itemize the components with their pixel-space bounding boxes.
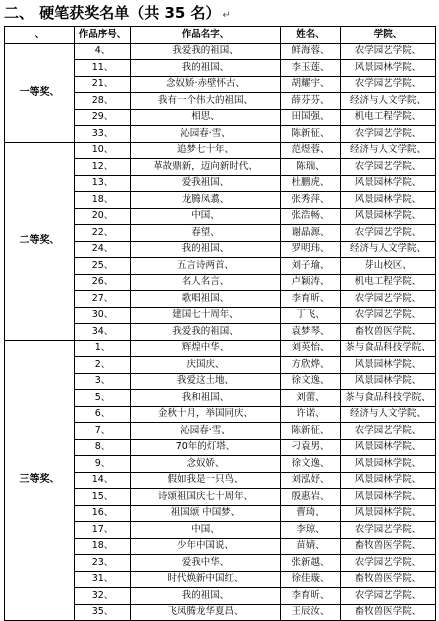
cell-college: 风景园林学院、 (341, 439, 436, 456)
cell-number: 34、 (75, 324, 131, 341)
cell-name: 李玉莲、 (281, 60, 341, 77)
cell-name: 范煜蓉、 (281, 142, 341, 159)
cell-work-title: 春望、 (131, 225, 281, 242)
cell-college: 风景园林学院、 (341, 192, 436, 209)
cell-name: 徐佳璇、 (281, 571, 341, 588)
cell-college: 风景园林学院、 (341, 505, 436, 522)
cell-name: 罗明玮、 (281, 241, 341, 258)
cell-number: 11、 (75, 60, 131, 77)
prize-level: 三等奖、 (5, 340, 75, 621)
cell-college: 畜牧兽医学院、 (341, 324, 436, 341)
table-header-row (5, 27, 436, 44)
page-title (4, 2, 231, 24)
cell-work-title: 少年中国说、 (131, 538, 281, 555)
cell-number: 14、 (75, 472, 131, 489)
cell-number: 22、 (75, 225, 131, 242)
cell-college: 芽山校区、 (341, 258, 436, 275)
cell-number: 8、 (75, 439, 131, 456)
cell-work-title: 我爱这土地、 (131, 373, 281, 390)
cell-college: 机电工程学院、 (341, 274, 436, 291)
cell-name: 刘泓妤、 (281, 472, 341, 489)
table-row (5, 43, 436, 60)
cell-number: 13、 (75, 175, 131, 192)
cell-college: 农学园艺学院、 (341, 225, 436, 242)
cell-name: 殷惠岩、 (281, 489, 341, 506)
cell-work-title: 沁园春·雪、 (131, 423, 281, 440)
cell-work-title: 革故鼎新，迈向新时代、 (131, 159, 281, 176)
cell-college: 农学园艺学院、 (341, 43, 436, 60)
cell-name: 张新越、 (281, 555, 341, 572)
award-table (4, 26, 436, 621)
cell-name: 薛芬芬、 (281, 93, 341, 110)
cell-name: 王辰汝、 (281, 604, 341, 621)
cell-name: 丁飞、 (281, 307, 341, 324)
cell-number: 27、 (75, 291, 131, 308)
cell-work-title: 名人名言、 (131, 274, 281, 291)
cell-work-title: 爱我祖国、 (131, 175, 281, 192)
cell-name: 张秀萍、 (281, 192, 341, 209)
cell-number: 3、 (75, 373, 131, 390)
cell-number: 30、 (75, 307, 131, 324)
cell-name: 方欣烨、 (281, 357, 341, 374)
cell-number: 26、 (75, 274, 131, 291)
return-mark: ↵ (222, 10, 231, 21)
cell-college: 风景园林学院、 (341, 489, 436, 506)
cell-number: 29、 (75, 109, 131, 126)
cell-college: 农学园艺学院、 (341, 307, 436, 324)
cell-college: 经济与人文学院、 (341, 406, 436, 423)
cell-name: 徐文逸、 (281, 456, 341, 473)
cell-work-title: 五言诗两首、 (131, 258, 281, 275)
cell-work-title: 相思、 (131, 109, 281, 126)
header-work-title: 作品名字、 (131, 27, 281, 44)
award-table-body (5, 43, 436, 621)
cell-college: 茶与食品科技学院、 (341, 340, 436, 357)
cell-college: 茶与食品科技学院、 (341, 390, 436, 407)
cell-work-title: 追梦七十年、 (131, 142, 281, 159)
cell-work-title: 飞凤腾龙华夏昌、 (131, 604, 281, 621)
prize-level: 一等奖、 (5, 43, 75, 142)
cell-name: 刁袁男、 (281, 439, 341, 456)
cell-name: 张浩畅、 (281, 208, 341, 225)
cell-name: 陈新征、 (281, 126, 341, 143)
table-row (5, 340, 436, 357)
cell-work-title: 我的祖国、 (131, 60, 281, 77)
table-row (5, 142, 436, 159)
cell-college: 农学园艺学院、 (341, 159, 436, 176)
cell-number: 33、 (75, 126, 131, 143)
cell-name: 许诺、 (281, 406, 341, 423)
cell-work-title: 龙腾凤翥、 (131, 192, 281, 209)
cell-name: 鲜海蓉、 (281, 43, 341, 60)
cell-number: 32、 (75, 588, 131, 605)
cell-work-title: 中国、 (131, 208, 281, 225)
cell-work-title: 我有一个伟大的祖国、 (131, 93, 281, 110)
cell-college: 经济与人文学院、 (341, 93, 436, 110)
cell-number: 21、 (75, 76, 131, 93)
cell-name: 陈瑞、 (281, 159, 341, 176)
cell-work-title: 辉煌中华、 (131, 340, 281, 357)
cell-number: 15、 (75, 489, 131, 506)
cell-work-title: 假如我是一只鸟、 (131, 472, 281, 489)
page-title-text: 二、 硬笔获奖名单（共 35 名） (4, 4, 221, 22)
cell-number: 18、 (75, 538, 131, 555)
cell-name: 李琼、 (281, 522, 341, 539)
header-number: 作品序号、 (75, 27, 131, 44)
cell-work-title: 我爱我的祖国、 (131, 43, 281, 60)
cell-number: 6、 (75, 406, 131, 423)
cell-number: 16、 (75, 505, 131, 522)
cell-work-title: 诗颂祖国庆七十周年、 (131, 489, 281, 506)
cell-number: 18、 (75, 192, 131, 209)
cell-name: 卢颖涛、 (281, 274, 341, 291)
cell-work-title: 歌唱祖国、 (131, 291, 281, 308)
header-college: 学院、 (341, 27, 436, 44)
cell-number: 35、 (75, 604, 131, 621)
cell-name: 刘子瑜、 (281, 258, 341, 275)
cell-college: 农学园艺学院、 (341, 291, 436, 308)
cell-college: 畜牧兽医学院、 (341, 571, 436, 588)
cell-college: 农学园艺学院、 (341, 555, 436, 572)
cell-work-title: 我和祖国、 (131, 390, 281, 407)
header-name: 姓名、 (281, 27, 341, 44)
cell-college: 风景园林学院、 (341, 175, 436, 192)
cell-name: 刘英怡、 (281, 340, 341, 357)
cell-work-title: 我的祖国、 (131, 241, 281, 258)
cell-name: 曹琦、 (281, 505, 341, 522)
cell-work-title: 念奴娇·赤壁怀古、 (131, 76, 281, 93)
cell-name: 袁梦琴、 (281, 324, 341, 341)
cell-number: 24、 (75, 241, 131, 258)
cell-number: 1、 (75, 340, 131, 357)
cell-college: 风景园林学院、 (341, 208, 436, 225)
cell-work-title: 我的祖国、 (131, 588, 281, 605)
cell-work-title: 沁园春·雪、 (131, 126, 281, 143)
cell-college: 风景园林学院、 (341, 472, 436, 489)
cell-name: 苗婧、 (281, 538, 341, 555)
cell-work-title: 中国、 (131, 522, 281, 539)
cell-college: 农学园艺学院、 (341, 76, 436, 93)
cell-number: 12、 (75, 159, 131, 176)
cell-number: 20、 (75, 208, 131, 225)
cell-number: 25、 (75, 258, 131, 275)
cell-work-title: 祖国颂 中国梦、 (131, 505, 281, 522)
cell-number: 5、 (75, 390, 131, 407)
prize-level: 二等奖、 (5, 142, 75, 340)
cell-number: 10、 (75, 142, 131, 159)
cell-college: 机电工程学院、 (341, 109, 436, 126)
cell-work-title: 庆国庆、 (131, 357, 281, 374)
cell-name: 陈新征、 (281, 423, 341, 440)
cell-college: 农学园艺学院、 (341, 522, 436, 539)
cell-number: 2、 (75, 357, 131, 374)
cell-college: 风景园林学院、 (341, 373, 436, 390)
cell-work-title: 念奴娇、 (131, 456, 281, 473)
cell-work-title: 时代焕新中国红、 (131, 571, 281, 588)
cell-name: 胡耀宇、 (281, 76, 341, 93)
cell-work-title: 我爱我的祖国、 (131, 324, 281, 341)
cell-number: 9、 (75, 456, 131, 473)
cell-name: 徐文逸、 (281, 373, 341, 390)
cell-college: 农学园艺学院、 (341, 588, 436, 605)
cell-name: 李育昕、 (281, 291, 341, 308)
cell-college: 风景园林学院、 (341, 60, 436, 77)
cell-number: 4、 (75, 43, 131, 60)
cell-college: 经济与人文学院、 (341, 241, 436, 258)
cell-work-title: 建国七十周年、 (131, 307, 281, 324)
header-prize: 、 (5, 27, 75, 44)
cell-work-title: 金秋十月，举国同庆、 (131, 406, 281, 423)
cell-name: 杜鹏虎、 (281, 175, 341, 192)
cell-number: 31、 (75, 571, 131, 588)
cell-number: 17、 (75, 522, 131, 539)
cell-college: 风景园林学院、 (341, 456, 436, 473)
cell-name: 谢晶源、 (281, 225, 341, 242)
cell-name: 田国强、 (281, 109, 341, 126)
cell-work-title: 70年的灯塔、 (131, 439, 281, 456)
cell-number: 23、 (75, 555, 131, 572)
cell-college: 畜牧兽医学院、 (341, 538, 436, 555)
cell-college: 风景园林学院、 (341, 357, 436, 374)
cell-college: 畜牧兽医学院、 (341, 604, 436, 621)
cell-college: 经济与人文学院、 (341, 142, 436, 159)
cell-number: 7、 (75, 423, 131, 440)
cell-name: 刘蕾、 (281, 390, 341, 407)
cell-college: 农学园艺学院、 (341, 423, 436, 440)
cell-work-title: 爱我中华、 (131, 555, 281, 572)
cell-college: 农学园艺学院、 (341, 126, 436, 143)
cell-number: 28、 (75, 93, 131, 110)
cell-name: 李育昕、 (281, 588, 341, 605)
